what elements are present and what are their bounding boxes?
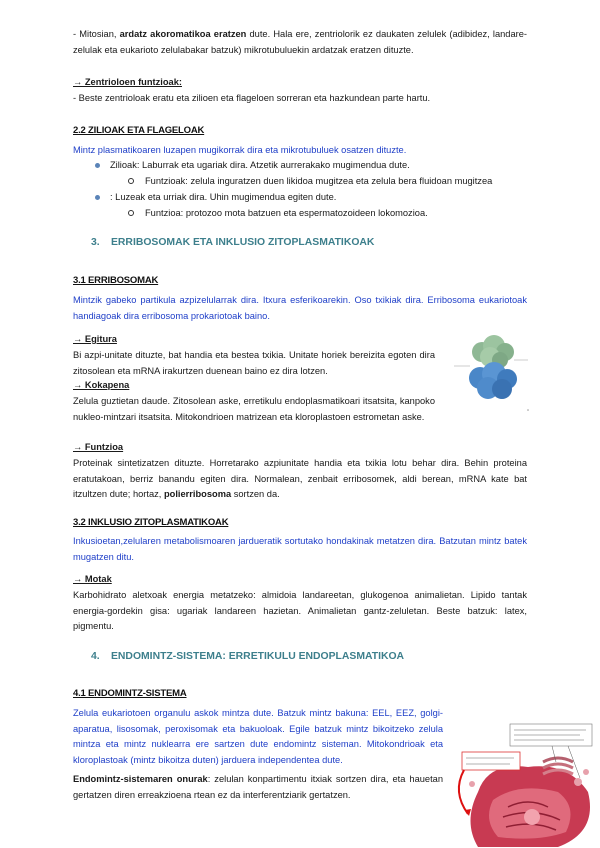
section-4-1-title: 4.1 ENDOMINTZ-SISTEMA: [73, 688, 187, 699]
nucleus: [471, 766, 591, 847]
intro-pre: - Mitosian,: [73, 29, 120, 39]
list-item-zilioak: [110, 158, 410, 172]
circle-bullet-icon: [128, 178, 134, 184]
callout-box-2: [462, 752, 520, 770]
funtzioa-post: sortzen da.: [231, 489, 280, 500]
chapter-4-title: ENDOMINTZ-SISTEMA: ERRETIKULU ENDOPLASMATIKOA: [111, 651, 405, 662]
egitura-heading: → Egitura: [73, 334, 117, 344]
list-item-text: Zilioak: Laburrak eta ugariak dira. Atzetik aurrerakako mugimendua dute.: [110, 160, 410, 170]
dot-mark: [527, 409, 529, 411]
intro-post: dute. Hala ere, zentriolorik ez daukaten zelulek (adibidez, landare- zelulak eta eukarioto zelulabakar batzuk) mikrotubuluekin ardatzak eratzen dituzte.: [73, 29, 527, 55]
funtzioa-heading: → Funtzioa: [73, 442, 124, 452]
section-3-2-title: 3.2 INKLUSIO ZITOPLASMATIKOAK: [73, 517, 229, 528]
motak-heading: → Motak: [73, 574, 112, 584]
ribosome-illustration: [450, 326, 532, 416]
chapter-4-number: 4.: [91, 651, 100, 662]
chapter-4-heading: [91, 651, 404, 662]
endomintz-benefits: [73, 772, 443, 803]
chapter-3-heading: [91, 237, 374, 248]
motak-text: Karbohidrato aletxoak energia metatzeko: almidoia landareetan, glukogenoa animalietan. Lipido tantak energia-gordekin gisa: ugariak landareen hazietan. Animalietan gantz-zeluletan. Beste batzuk: latex, pigmentu.: [73, 590, 527, 632]
centriole-function-heading: → Zentrioloen funtzioak:: [73, 77, 182, 87]
large-subunit: [469, 362, 517, 399]
section-3-2-intro: Inkusioetan,zelularen metabolismoaren jardueratik sortutako hondakinak metatzen dira. Batzutan mintz batek mugatzen ditu.: [73, 536, 527, 562]
bullet-icon: [95, 163, 100, 168]
circle-bullet-icon: [128, 210, 134, 216]
sub-item-zilioak: [145, 174, 492, 188]
list-item-flageloak: [110, 190, 336, 204]
sub-item-text: Funtzioa: protozoo mota batzuen eta espermatozoideen lokomozioa.: [145, 208, 428, 218]
red-arrow-icon: [459, 770, 468, 814]
section-2-2-title: 2.2 ZILIOAK ETA FLAGELOAK: [73, 125, 205, 136]
intro-paragraph: [73, 27, 527, 58]
funtzioa-bold: polierribosoma: [163, 489, 232, 500]
list-item-text: : Luzeak eta urriak dira. Uhin mugimendua egiten dute.: [110, 192, 337, 202]
section-3-1-intro: Mintzik gabeko partikula azpizelularrak dira. Itxura esferikoarekin. Oso txikiak dira. Erribosoma eukariotoak handiagoak dira erribosoma prokariotoak baino.: [73, 295, 527, 321]
chapter-3-title: ERRIBOSOMAK ETA INKLUSIO ZITOPLASMATIKOAK: [111, 237, 375, 248]
chapter-3-number: 3.: [91, 237, 100, 248]
kokapena-heading: → Kokapena: [73, 380, 130, 390]
funtzioa-text: [73, 456, 527, 503]
endomintz-benefits-text: : zelulan konpartimentu itxiak sortzen dira, eta hauetan gertatzen diren erreakzioena rtean ez da interferentziarik gertatzen.: [73, 774, 444, 800]
endomembrane-illustration: [448, 722, 598, 848]
endomintz-benefits-bold: Endomintz-sistemaren onurak: [73, 774, 208, 784]
sub-item-flageloak: [145, 206, 428, 220]
section-3-1-title: 3.1 ERRIBOSOMAK: [73, 275, 159, 286]
kokapena-text: Zelula guztietan daude. Zitosolean aske, erretikulu endoplasmatikoari itsatsita, kanpoko nukleo-mintzari itsatsita. Mitokondrioen matrizean eta kloroplastoen estrometan aske.: [73, 396, 435, 422]
section-4-1-intro: Zelula eukariotoen organulu askok mintza dute. Batzuk mintz bakuna: EEL, EEZ, golgi-aparatua, lisosomak, peroxisomak eta bakuoloak. Egile batzuk mintz bikoitzeko zelula mintza eta mintz nuklearra ere sartzen dute endomintz sisteman. Mitokondrioak eta kloroplastoak (mintz bikoitza duten) jarduera independentea dute.: [73, 708, 443, 765]
egitura-text: Bi azpi-unitate dituzte, bat handia eta bestea txikia. Unitate horiek bereizita egoten dira zitosolean eta mRNA irakurtzen duenean baino ez dira lotzen.: [73, 350, 435, 376]
funtzioa-pre: Proteinak sintetizatzen dituzte. Horretarako azpiunitate handia eta txikia lotu behar dira. Behin proteina eratutakoan, berriz banandu egiten dira. Normalean, zenbait erribosomek, aldi berean, mRNA kate bat itzultzen dute; hortaz,: [73, 458, 527, 500]
sub-item-text: Funtzioak: zelula inguratzen duen likidoa mugitzea eta zelula bera fluidoan mugitzea: [145, 176, 493, 186]
intro-bold: ardatz akoromatikoa eratzen: [119, 29, 247, 39]
callout-box-1: [510, 724, 592, 746]
section-2-2-intro: Mintz plasmatikoaren luzapen mugikorrak dira eta mikrotubuluek osatzen dituzte.: [73, 145, 407, 155]
centriole-function-text: - Beste zentrioloak eratu eta zilioen eta flageloen sorreran eta hazkundean parte hartu.: [73, 93, 431, 103]
bullet-icon: [95, 195, 100, 200]
